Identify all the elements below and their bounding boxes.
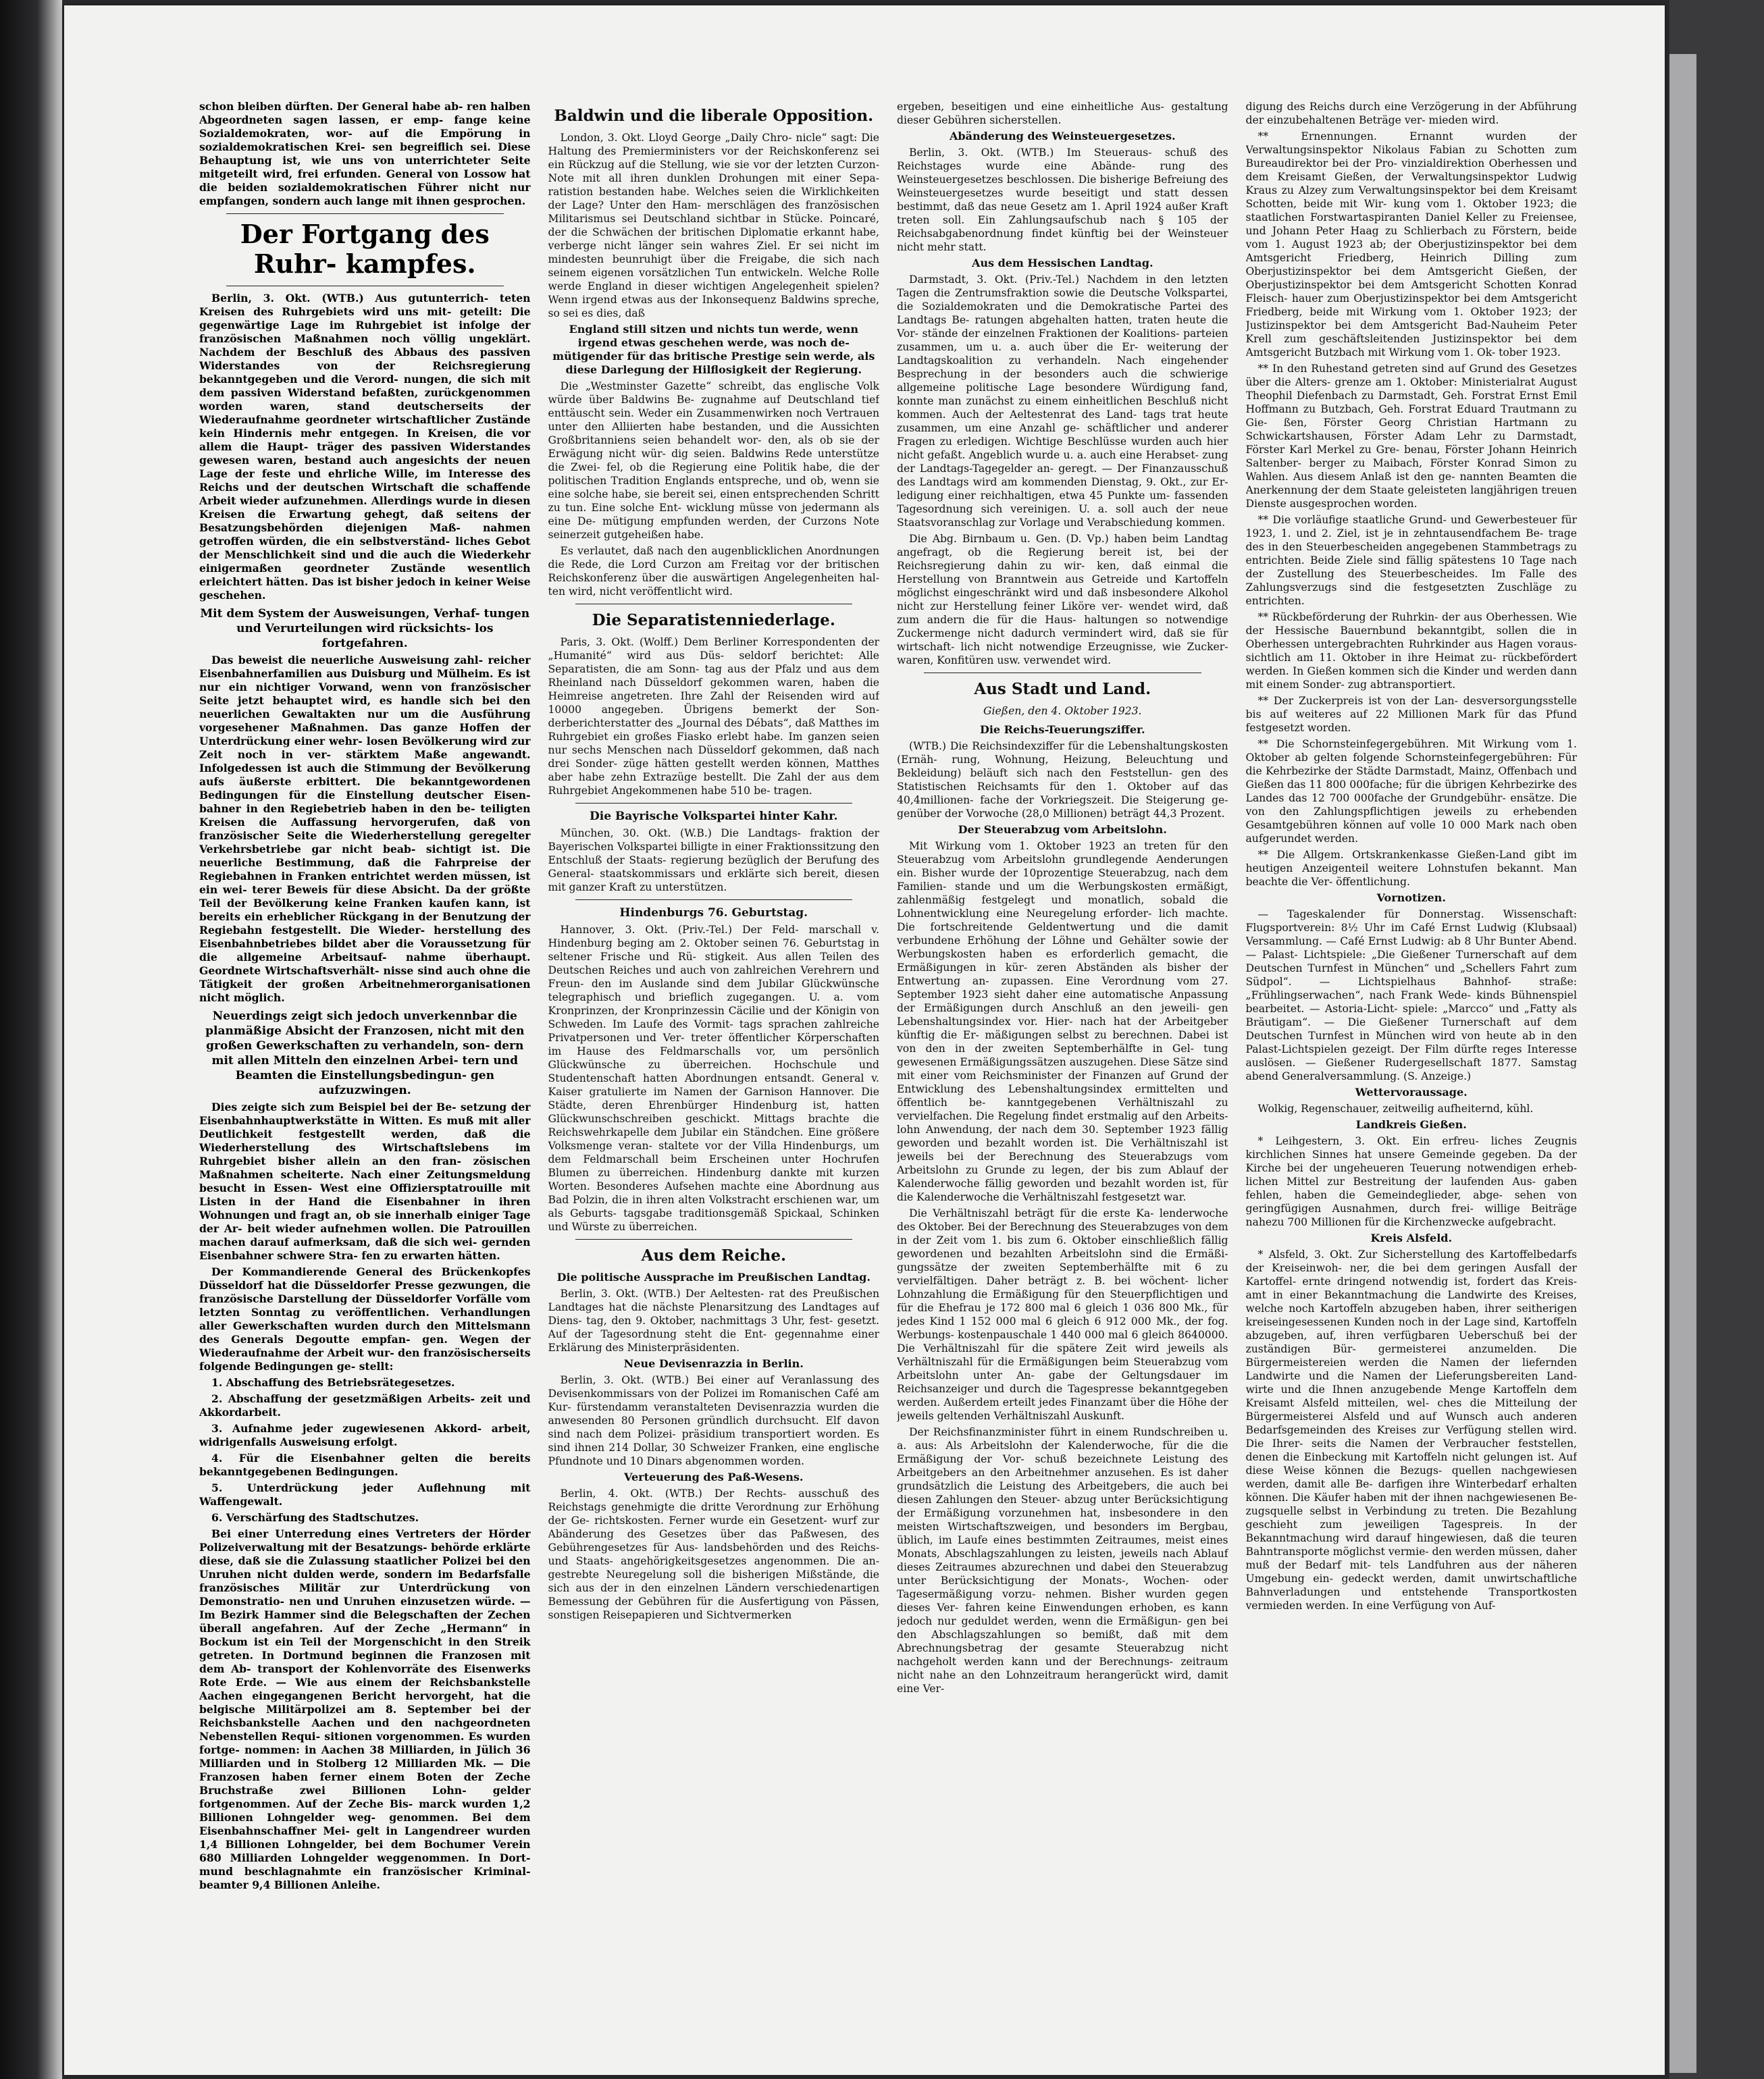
- paragraph: Mit Wirkung vom 1. Oktober 1923 an treten für den Steuerabzug vom Arbeitslohn grundlegende Aenderungen ein. Bisher wurde der 10prozentige Steuerabzug, nach dem Familien- stande und um die Werbungskosten ermäßigt, zahlenmäßig festgelegt und monatlich, sobald die Lohnentwicklung eine Neuregelung erforder- lich machte. Die fortschreitende Geldentwertung und die damit verbundene Erhöhung der Löhne und Gehälter sowie der Werbungskosten haben es erforderlich gemacht, die Ermäßigungen in kür- zeren Abständen als bisher der Entwertung an- zupassen. Eine Verordnung vom 27. September 1923 sieht daher eine automatische Anpassung der Ermäßigungen durch Anschluß an den jeweili- gen Lebenshaltungsindex vor. Hier- nach hat der Arbeitgeber künftig die Er- mäßigungen selbst zu berechnen. Dabei ist von den in der zweiten Septemberhälfte in Gel- tung gewesenen Ermäßigungssätzen auszugehen. Diese Sätze sind mit einer vom Reichsminister der Finanzen auf Grund der Entwicklung des Lebenshaltungsindex ermittelten und öffentlich be- kanntgegebenen Verhältniszahl zu vervielfachen. Die Regelung findet erstmalig auf den Arbeits- lohn Anwendung, der nach dem 30. September 1923 fällig geworden und bezahlt worden ist. Die Verhältniszahl ist jeweils bei der Berechnung des Steuerabzugs vom Arbeitslohn zu Grunde zu legen, der bis zum Ablauf der Kalenderwoche fällig geworden und bezahlt worden ist, für die Kalenderwoche die Verhältniszahl festgesetzt war.: [897, 840, 1228, 1203]
- paragraph: (WTB.) Die Reichsindexziffer für die Lebenshaltungskosten (Ernäh- rung, Wohnung, Heizung, Beleuchtung und Bekleidung) beläuft sich nach den Feststellun- gen des Statistischen Reichsamts für den 1. Oktober auf das 40,4millionen- fache der Vorkriegszeit. Die Steigerung ge- genüber der Vorwoche (28,0 Millionen) beträgt 44,3 Prozent.: [897, 740, 1228, 820]
- paragraph: Berlin, 3. Okt. (WTB.) Aus gutunterrich- teten Kreisen des Ruhrgebiets wird uns mit- geteilt: Die gegenwärtige Lage im Ruhrgebiet ist infolge der französischen Maßnahmen noch völlig ungeklärt. Nachdem der Beschluß des Abbaus des passiven Widerstandes von der Reichsregierung bekanntgegeben und die Verord- nungen, die sich mit dem passiven Widerstand befaßten, zurückgenommen worden waren, stand deutscherseits der Wiederaufnahme geordneter wirtschaftlicher Zustände kein Hindernis mehr entgegen. In Kreisen, die vor allem die Haupt- träger des passiven Widerstandes gewesen waren, bestand auch angesichts der neuen Lage der feste und ehrliche Wille, im Interesse des Reichs und der deutschen Wirtschaft die schaffende Arbeit wieder aufzunehmen. Allerdings wurde in diesen Kreisen die Erwartung gehegt, daß seitens der Besatzungsbehörden diejenigen Maß- nahmen getroffen würden, die ein selbstverständ- liches Gebot der Menschlichkeit sind und die auch die Wiederkehr einigermaßen geordneter Zustände wesentlich erleichtert hätten. Das ist bisher jedoch in keiner Weise geschehen.: [199, 292, 531, 602]
- condition-item: 1. Abschaffung des Betriebsrätegesetzes.: [211, 1376, 455, 1389]
- paragraph: Der Reichsfinanzminister führt in einem Rundschreiben u. a. aus: Als Arbeitslohn der Kalenderwoche, für die die Ermäßigung der Vor- schuß bezeichnete Leistung des Arbeitgebers an den Arbeitnehmer anzusehen. Es ist daher grundsätzlich die Leistung des Arbeitgebers, die auch bei diesen Zahlungen den Steuer- abzug unter Berücksichtigung der Ermäßigung vorzunehmen hat, insbesondere in den meisten Wirtschaftszweigen, und besonders im Bergbau, üblich, im Laufe eines bestimmten Zeitraumes, meist eines Monats, Abschlagszahlungen zu leisten, jeweils nach Ablauf dieses Zeitraumes abzurechnen und dabei den Steuerabzug unter Berücksichtigung der Monats-, Wochen- oder Tagesermäßigung vorzu- nehmen. Bisher wurden gegen dieses Ver- fahren keine Einwendungen erhoben, es kann jedoch nur geduldet werden, wenn die Ermäßigun- gen bei den Abschlagszahlungen so bemißt, daß mit dem Abrechnungsbetrag der gesamte Steuerabzug nicht nachgeholt werden kann und der Berechnungs- zeitraum nicht nahe an den Lohnzeitraum herangerückt wird, damit eine Ver-: [897, 1426, 1228, 1695]
- headline-hindenburg: Hindenburgs 76. Geburtstag.: [619, 906, 808, 920]
- headline-aus-dem-reiche: Aus dem Reiche.: [641, 1246, 786, 1265]
- divider: [575, 803, 853, 804]
- paragraph: München, 30. Okt. (W.B.) Die Landtags- fraktion der Bayerischen Volkspartei billigte in einer Fraktionssitzung den Entschluß der Staats- regierung bezüglich der Berufung des General- staatskommissars und erklärte sich bereit, diesen mit ganzer Kraft zu unterstützen.: [548, 827, 879, 893]
- paragraph: ergeben, beseitigen und eine einheitliche Aus- gestaltung dieser Gebühren sicherstellen.: [897, 101, 1228, 126]
- paragraph: ** In den Ruhestand getreten sind auf Grund des Gesetzes über die Alters- grenze am 1. Oktober: Ministerialrat August Theophil Diefenbach zu Darmstadt, Geh. Forstrat Ernst Emil Hoffmann zu Butzbach, Geh. Forstrat Eduard Trautmann zu Gie- ßen, Förster Georg Christian Hartmann zu Schwickartshausen, Förster Adam Lehr zu Darmstadt, Förster Karl Merkel zu Gre- benau, Förster Johann Heinrich Saltenber- berger zu Maibach, Förster Konrad Simon zu Wahlen. Aus diesem Anlaß ist den ge- nannten Beamten die Anerkennung der dem Staate geleisteten langjährigen treuen Dienste ausgesprochen worden.: [1245, 363, 1577, 510]
- subheading: Verteuerung des Paß-Wesens.: [624, 1471, 804, 1483]
- paragraph: ** Ernennungen. Ernannt wurden der Verwaltungsinspektor Nikolaus Fabian zu Schotten zum Bureaudirektor bei der Pro- vinzialdirektion Oberhessen und dem Kreisamt Gießen, der Verwaltungsinspektor Ludwig Kraus zu Alzey zum Verwaltungsinspektor bei dem Kreisamt Schotten, beide mit Wir- kung vom 1. Oktober 1923; die staatlichen Forstwartaspiranten Daniel Keller zu Freiensee, und Johann Peter Haag zu Schlierbach zu Förstern, beide vom 1. August 1923 ab; der Oberjustizinspektor bei dem Amtsgericht Friedberg, Heinrich Dilling zum Oberjustizinspektor bei dem Amtsgericht Gießen, der Oberjustizinspektor bei dem Amtsgericht Schotten Konrad Fleisch- hauer zum Oberjustizinspektor bei dem Amtsgericht Friedberg, beide mit Wirkung vom 1. Oktober 1923; der Justizinspektor bei dem Amtsgericht Bad-Nauheim Peter Krell zum geschäftsleitenden Justizinspektor bei dem Amtsgericht Butzbach mit Wirkung vom 1. Ok- tober 1923.: [1245, 130, 1577, 359]
- page-columns: [199, 100, 1577, 1964]
- condition-item: 2. Abschaffung der gesetzmäßigen Arbeits- zeit und Akkordarbeit.: [199, 1392, 531, 1419]
- condition-item: 5. Unterdrückung jeder Auflehnung mit Waffengewalt.: [199, 1481, 531, 1508]
- column-1: [199, 100, 531, 1964]
- paragraph: — Tageskalender für Donnerstag. Wissenschaft: Flugsportverein: 8½ Uhr im Café Ernst Ludwig (Klubsaal) Versammlung. — Café Ernst Ludwig: ab 8 Uhr Bunter Abend. — Palast- Lichtspiele: „Die Gießener Turnerschaft auf dem Deutschen Turnfest in München“ und „Schellers Fahrt zum Südpol“. — Lichtspielhaus Bahnhof- straße: „Frühlingserwachen“, nach Frank Wede- kinds Bühnenspiel bearbeitet. — Astoria-Licht- spiele: „Marcco“ und „Fatty als Bräutigam“. — Die Gießener Turnerschaft auf dem Deutschen Turnfest in München wird von heute ab in den Palast-Lichtspielen gezeigt. Der Film dürfte reges Interesse auslösen. — Gießener Rudergesellschaft 1877. Samstag abend Generalversammlung. (S. Anzeige.): [1245, 908, 1577, 1082]
- paragraph: Die Verhältniszahl beträgt für die erste Ka- lenderwoche des Oktober. Bei der Berechnung des Steuerabzuges von dem in der Zeit vom 1. bis zum 6. Oktober einschließlich fällig gewordenen und bezahlten Arbeitslohn sind die Ermäßi- gungssätze der zweiten Septemberhälfte mit 6 zu vervielfältigen. Daher beträgt z. B. bei wöchent- licher Lohnzahlung die Ermäßigung für den Steuerpflichtigen und für die Ehefrau je 172 800 mal 6 gleich 1 036 800 Mk., für jedes Kind 1 152 000 mal 6 gleich 6 912 000 Mk., der fog. Werbungs- kostenpauschale 1 440 000 mal 6 gleich 8640000. Die Verhältniszahl für die spätere Zeit wird jeweils als Verhältniszahl für die Ermäßigungen beim Steuerabzug vom Arbeitslohn unter An- gabe der Geltungsdauer im Reichsanzeiger und durch die Tagespresse bekanntgegeben werden. Außerdem erteilt jedes Finanzamt über die Höhe der jeweils geltenden Verhältniszahl Auskunft.: [897, 1207, 1228, 1422]
- paragraph: ** Der Zuckerpreis ist von der Lan- desversorgungsstelle bis auf weiteres auf 22 Millionen Mark für das Pfund festgesetzt worden.: [1245, 695, 1577, 734]
- paragraph: * Leihgestern, 3. Okt. Ein erfreu- liches Zeugnis kirchlichen Sinnes hat unsere Gemeinde gegeben. Da der Kirche bei der ungeheueren Teuerung notwendigen erheb- lichen Mittel zur Bestreitung der laufenden Aus- gaben fehlen, haben die Gemeindeglieder, abge- sehen von geringfügigen Ausnahmen, durch frei- willige Beiträge nahezu 700 Millionen für die Kirchenzwecke aufgebracht.: [1245, 1135, 1577, 1228]
- headline-separatisten: Die Separatistenniederlage.: [592, 611, 835, 629]
- column-2: [548, 100, 880, 1964]
- subheading-weather: Wettervoraussage.: [1355, 1086, 1468, 1099]
- paragraph: Dies zeigte sich zum Beispiel bei der Be- setzung der Eisenbahnhauptwerkstätte in Witten. Es muß mit aller Deutlichkeit festgestellt werden, daß die Wiederherstellung des Wirtschaftslebens im Ruhrgebiet bisher allein an den fran- zösischen Maßnahmen scheiterte. Nach einer Zeitungsmeldung besucht in Essen- West eine Offiziersptatrouille mit Listen in der Hand die Eisenbahner in ihren Wohnungen und fragt an, ob sie innerhalb einiger Tage der Ar- beit wieder aufnehmen wollen. Die Patrouillen machen darauf aufmerksam, daß die sich wei- gernden Eisenbahner schwere Stra- fen zu erwarten hätten.: [199, 1101, 531, 1262]
- paragraph: London, 3. Okt. Lloyd George „Daily Chro- nicle“ sagt: Die Haltung des Premierministers vor der Reichskonferenz sei ein Rückzug auf die Stellung, wie sie vor der letzten Curzon-Note mit all ihren dunklen Drohungen mit einer Sepa- ratistion bestanden habe. Welches seien die Wirklichkeiten der Lage? Unter den Ham- merschlägen des französischen Militarismus sei Deutschland sichtbar in Stücke. Poincaré, der die Schwächen der britischen Diplomatie erkannt habe, verberge nicht länger sein wahres Ziel. Er sei nicht im mindesten beunruhigt über die Freigabe, die sich nach seinem eigenen vorsätzlichen Tun entwickeln. Welche Rolle werde England in dieser wichtigen Angelegenheit spielen? Wenn irgend etwas aus der Inkonsequenz Baldwins spreche, so sei es dies, daß: [548, 132, 879, 319]
- paragraph: Bei einer Unterredung eines Vertreters der Hörder Polizeiverwaltung mit der Besatzungs- behörde erklärte diese, daß sie die Zulassung staatlicher Polizei bei den Unruhen nicht dulden werde, sondern im Bedarfsfalle französisches Militär zur Unterdrückung von Demonstratio- nen und Unruhen einzusetzen würde. — Im Bezirk Hammer sind die Belegschaften der Zechen überall angefahren. Auf der Zeche „Hermann“ in Bockum ist ein Teil der Morgenschicht in den Streik getreten. In Dortmund beginnen die Franzosen mit dem Ab- transport der Kohlenvorräte des Eisenwerks Rote Erde. — Wie aus einem der Reichsbankstelle Aachen eingegangenen Bericht hervorgeht, hat die belgische Militärpolizei am 8. September bei der Reichsbankstelle Aachen und den nachgeordneten Nebenstellen Requi- sitionen vorgenommen. Es wurden fortge- nommen: in Aachen 38 Milliarden, in Jülich 36 Milliarden und in Stolberg 12 Milliarden Mk. — Die Franzosen haben ferner einem Boten der Zeche Bruchstraße zwei Billionen Lohn- gelder fortgenommen. Auf der Zeche Bis- marck wurden 1,2 Billionen Lohngelder weg- genommen. Bei dem Eisenbahnschaffner Mei- gelt in Langendreer wurden 1,4 Billionen Lohngelder, bei dem Bochumer Verein 680 Milliarden Lohngelder weggenommen. In Dort- mund beschlagnahmte ein französischer Kriminal- beamter 9,4 Billionen Anleihe.: [199, 1527, 531, 1891]
- paragraph: Der Kommandierende General des Brückenkopfes Düsseldorf hat die Düsseldorfer Presse gezwungen, die französische Darstellung der Düsseldorfer Vorfälle vom letzten Sonntag zu veröffentlichen. Verhandlungen aller Gewerkschaften wurden durch den Mittelsmann des Generals Degoutte empfan- gen. Wegen der Wiederaufnahme der Arbeit wur- den französischerseits folgende Bedingungen ge- stellt:: [199, 1265, 531, 1373]
- dateline: Gießen, den 4. Oktober 1923.: [983, 705, 1142, 717]
- paragraph: Die Abg. Birnbaum u. Gen. (D. Vp.) haben beim Landtag angefragt, ob die Regierung bereit ist, bei der Reichsregierung dahin zu wir- ken, daß einmal die Herstellung von Branntwein aus Getreide und Kartoffeln möglichst eingeschränkt wird und daß insbesondere Alkohol nicht zur Herstellung feiner Liköre ver- wendet wird, daß zum andern die für die Haus- haltungen so notwendige Zuckermenge nicht dadurch vermindert wird, daß sie für wirtschaft- lich nicht notwendige Erzeugnisse, wie Zucker- waren, Konfitüren usw. verwendet wird.: [897, 533, 1228, 666]
- divider: [226, 213, 504, 214]
- subheading: Aus dem Hessischen Landtag.: [971, 257, 1153, 269]
- article-intro: schon bleiben dürften. Der General habe ab- ren halben Abgeordneten sagen lassen, er emp- fange keine Sozialdemokraten, wor- auf die Empörung in sozialdemokratischen Krei- sen begreiflich sei. Diese Behauptung ist, wie uns von unterrichteter Seite mitgeteilt wird, frei erfunden. General von Lossow hat die beiden sozialdemokratischen Führer nicht nur empfangen, sondern auch lange mit ihnen gesprochen.: [199, 100, 531, 207]
- subheading: Neuerdings zeigt sich jedoch unverkennbar die planmäßige Absicht der Franzosen, nicht mit den großen Gewerkschaften zu verhandeln, son- dern mit allen Mitteln den einzelnen Arbei- tern und Beamten die Einstellungsbedingun- gen aufzuzwingen.: [205, 1009, 525, 1097]
- column-3: [897, 100, 1228, 1964]
- paragraph: ** Die Schornsteinfegergebühren. Mit Wirkung vom 1. Oktober ab gelten folgende Schornsteinfegergebühren: Für die Kehrbezirke der Städte Darmstadt, Mainz, Offenbach und Gießen das 11 800 000fache; für die übrigen Kehrbezirke des Landes das 12 700 000fache der Grundgebühr- ensätze. Die von den Zahlungspflichtigen jeweils zu erhebenden Gesamtgebühren können auf volle 10 000 Mark nach oben aufgerundet werden.: [1245, 738, 1577, 845]
- paragraph: Berlin, 4. Okt. (WTB.) Der Rechts- ausschuß des Reichstags genehmigte die dritte Verordnung zur Erhöhung der Ge- richtskosten. Ferner wurde ein Gesetzent- wurf zur Abänderung des Gesetzes über das Paßwesen, des Gebührengesetzes für Aus- landsbehörden und des Reichs- und Staats- angehörigkeitsgesetzes angenommen. Die an- gestrebte Neuregelung soll die bisherigen Mißstände, die sich aus der in den einzelnen Ländern verschiedenartigen Bemessung der Gebühren für die Ausfertigung von Pässen, sonstigen Reisepapieren und Sichtvermerken: [548, 1488, 879, 1621]
- headline-stadt-und-land: Aus Stadt und Land.: [974, 680, 1151, 698]
- divider: [575, 1239, 853, 1240]
- paragraph: Wolkig, Regenschauer, zeitweilig aufheiternd, kühl.: [1257, 1103, 1534, 1115]
- headline-ruhrkampf: Der Fortgang des Ruhr- kampfes.: [240, 219, 490, 279]
- paragraph: ** Die Allgem. Ortskrankenkasse Gießen-Land gibt im heutigen Anzeigenteil weitere Lohnstufen bekannt. Man beachte die Ver- öffentlichung.: [1245, 849, 1577, 888]
- paragraph: Berlin, 3. Okt. (WTB.) Im Steueraus- schuß des Reichstages wurde eine Abände- rung des Weinsteuergesetzes beschlossen. Die bisherige Befreiung des Weinsteuergesetzes wurde beseitigt und statt dessen bestimmt, daß das neue Gesetz am 1. April 1924 außer Kraft treten soll. Ein Zahlungsaufschub nach § 105 der Reichsabgabenordnung findet künftig bei der Weinsteuer nicht mehr statt.: [897, 147, 1228, 253]
- subheading: Der Steuerabzug vom Arbeitslohn.: [958, 823, 1167, 836]
- condition-item: 6. Verschärfung des Stadtschutzes.: [211, 1511, 419, 1524]
- divider: [575, 899, 853, 900]
- headline-baldwin: Baldwin und die liberale Opposition.: [554, 107, 874, 125]
- condition-item: 3. Aufnahme jeder zugewiesenen Akkord- arbeit, widrigenfalls Ausweisung erfolgt.: [199, 1422, 531, 1448]
- paragraph: ** Die vorläufige staatliche Grund- und Gewerbesteuer für 1923, 1. und 2. Ziel, ist je in zehntausendfachem Be- trage des in den Steuerbescheiden angegebenen Stammbetrags zu entrichten. Beide Ziele sind fällig spätestens 10 Tage nach der Zustellung des Steuerbescheides. Im Falle des Zahlungsverzugs sind die festgesetzten Zuschläge zu entrichten.: [1245, 514, 1577, 607]
- book-page-edges: [1669, 0, 1764, 2079]
- column-1-text: [199, 100, 531, 1892]
- paragraph: Hannover, 3. Okt. (Priv.-Tel.) Der Feld- marschall v. Hindenburg beging am 2. Oktober seinen 76. Geburtstag in seltener Frische und Rü- stigkeit. Aus allen Teilen des Deutschen Reiches und auch von zahlreichen Verehrern und Freun- den im Auslande sind dem Jubilar Glückwünsche telegraphisch und brieflich zugegangen. U. a. vom Kronprinzen, der Kronprinzessin Cäcilie und der Königin von Schweden. Im Laufe des Vormit- tags sprachen zahlreiche Privatpersonen und Ver- treter öffentlicher Körperschaften im Hause des Feldmarschalls vor, um persönlich Glückwünsche zu überreichen. Hochschule und Studentenschaft hatten Abordnungen entsandt. General v. Kaiser gratulierte im Namen der Garnison Hannover. Die Städte, deren Ehrenbürger Hindenburg ist, hatten Glückwunschschreiben geschickt. Mittags brachte die Reichswehrkapelle dem Jubilar ein Ständchen. Eine größere Volksmenge veran- staltete vor der Villa Hindenburgs, um dem Feldmarschall beim Erscheinen unter Hochrufen Blumen zu überreichen. Hindenburg dankte mit kurzen Worten. Besonderes Aufsehen machte eine Abordnung aus Bad Polzin, die in ihren alten Volkstracht erschienen war, um als Geburts- tagsgabe traditionsgemäß Spickaal, Schinken und Würste zu überreichen.: [548, 924, 879, 1233]
- paragraph: Berlin, 3. Okt. (WTB.) Bei einer auf Veranlassung des Devisenkommissars von der Polizei im Romanischen Café am Kur- fürstendamm veranstalteten Devisenrazzia wurden die anwesenden 80 Personen gründlich durchsucht. Elf davon sind nach dem Polizei- präsidium transportiert worden. Es sind ihnen 214 Dollar, 30 Schweizer Franken, eine englische Pfundnote und 10 Dinars abgenommen worden.: [548, 1374, 879, 1467]
- binder-spine: [0, 0, 62, 2079]
- headline-volkspartei: Die Bayrische Volkspartei hinter Kahr.: [590, 810, 838, 823]
- subheading: Die Reichs-Teuerungsziffer.: [979, 723, 1145, 736]
- condition-item: 4. Für die Eisenbahner gelten die bereits bekanntgegebenen Bedingungen.: [199, 1452, 531, 1478]
- paragraph: Paris, 3. Okt. (Wolff.) Dem Berliner Korrespondenten der „Humanité“ wird aus Düs- seldorf berichtet: Alle Separatisten, die am Sonn- tag aus der Pfalz und aus dem Rheinland nach Düsseldorf gekommen waren, haben die Heimreise angetreten. Ihre Zahl der Reisenden wird auf 10000 angegeben. Übrigens bemerkt der Son- derberichterstatter des „Journal des Débats“, daß Matthes im Ruhrgebiet ein großes Fiasko erlebt habe. Im ganzen seien nur sechs Menschen nach Düsseldorf gekommen, daß nach drei Sonder- züge hätten gestellt werden können, Matthes aber habe zehn Extrazüge bestellt. Die Zahl der aus dem Ruhrgebiet Angekommenen habe 510 be- tragen.: [548, 636, 879, 797]
- subheading: Neue Devisenrazzia in Berlin.: [623, 1357, 804, 1370]
- paragraph: Die „Westminster Gazette“ schreibt, das englische Volk würde über Baldwins Be- zugnahme auf Deutschland tief enttäuscht sein. Weder ein Zusammenwirken noch Vertrauen unter den Alliierten habe bestanden, und die Aussichten Großbritanniens seien behandelt wor- den, als ob sie der Erwägung nicht wür- dig seien. Baldwins Rede unterstütze die Zwei- fel, ob die Regierung eine Politik habe, die der politischen Tradition Englands entspreche, und ob, wenn sie eine solche habe, sie bereit sei, einen entsprechenden Schritt zu tun. Eine solche Ent- wicklung müsse von jedermann als eine De- mütigung empfunden werden, der Curzons Note seinerzeit gutgeheißen habe.: [548, 380, 879, 541]
- subheading-vornotizen: Vornotizen.: [1376, 891, 1446, 904]
- newspaper-page: [64, 5, 1665, 2075]
- paragraph: Das beweist die neuerliche Ausweisung zahl- reicher Eisenbahnerfamilien aus Duisburg und Mülheim. Es ist nur ein nichtiger Vorwand, wenn von französischer Seite jetzt behauptet wird, es handle sich bei den neuerlichen Gewaltakten nur um die Ausführung vorgesehener Maßnahmen. Das ganze Hoffen der Unterdrückung einer wehr- losen Bevölkerung wird zur Zeit noch in ver- stärktem Maße angewandt. Infolgedessen ist auch die Stimmung der Bevölkerung aufs äußerste erbittert. Die bekanntgewordenen Bedingungen für die Einstellung deutscher Eisen- bahner in den Regiebetrieb haben in den be- teiligten Kreisen die Auffassung hervorgerufen, daß von französischer Seite die Wiederherstellung geregelter Verkehrsbetriebe gar nicht beab- sichtigt ist. Die neuerliche Bestimmung, daß die Fahrpreise der Regiebahnen in Franken entrichtet werden müssen, ist ein wei- terer Beweis für diese Absicht. Da der größte Teil der Bevölkerung keine Franken kaufen kann, ist bereits ein erheblicher Rückgang in der Benutzung der Regiebahn festgestellt. Die Wieder- herstellung des Eisenbahnbetriebes bildet aber die Voraussetzung für die allgemeine Arbeitsauf- nahme überhaupt. Geordnete Wirtschaftsverhält- nisse sind auch ohne die Tätigkeit der großen Arbeitnehmerorganisationen nicht möglich.: [199, 654, 531, 1004]
- paragraph: Darmstadt, 3. Okt. (Priv.-Tel.) Nachdem in den letzten Tagen die Zentrumsfraktion sowie die Deutsche Volkspartei, die Sozialdemokraten und die Demokratische Partei des Landtags Be- ratungen abgehalten hatten, traten heute die Vor- stände der einzelnen Fraktionen der Koalitions- parteien zusammen, um u. a. auch über die Er- weiterung der Landtagskoalition zu verhandeln. Nach eingehender Besprechung in der besonders auch die schwierige allgemeine politische Lage besondere Würdigung fand, konnte man zunächst zu einem einheitlichen Beschluß nicht kommen. Auch der Aeltestenrat des Land- tags trat heute zusammen, um eine Anzahl ge- schäftlicher und anderer Fragen zu erledigen. Wichtige Beschlüsse wurden auch hier nicht gefaßt. Angeblich wurde u. a. auch eine Herabset- zung der Landtags-Tagegelder an- geregt. — Der Finanzausschuß des Landtags wird am kommenden Dienstag, 9. Okt., zur Er- ledigung einer reichhaltigen, etwa 45 Punkte um- fassenden Tagesordnung sich vereinigen. U. a. soll auch der neue Staatsvoranschlag zur Vorlage und Verabschiedung kommen.: [897, 273, 1228, 529]
- paragraph: ** Rückbeförderung der Ruhrkin- der aus Oberhessen. Wie der Hessische Bauernbund bekanntgibt, sollen die in Oberhessen untergebrachten Ruhrkinder aus Hagen voraus- sichtlich am 11. Oktober in ihre Heimat zu- rückbefördert werden. In Gießen kommen sich die Kinder und werden dann mit einem Sonder- zug abtransportiert.: [1245, 611, 1577, 691]
- subheading-landkreis: Landkreis Gießen.: [1355, 1118, 1467, 1131]
- bold-passage: England still sitzen und nichts tun werde, wenn irgend etwas geschehen werde, was noch de- mütigender für das britische Prestige sein werde, als diese Darlegung der Hilflosigkeit der Regierung.: [552, 323, 875, 376]
- paragraph: Berlin, 3. Okt. (WTB.) Der Aeltesten- rat des Preußischen Landtages hat die nächste Plenarsitzung des Landtages auf Diens- tag, den 9. Oktober, nachmittags 3 Uhr, fest- gesetzt. Auf der Tagesordnung steht die Ent- gegennahme einer Erklärung des Ministerpräsidenten.: [548, 1288, 879, 1354]
- paragraph: digung des Reichs durch eine Verzögerung in der Abführung der einzubehaltenen Beträge ver- mieden wird.: [1245, 101, 1577, 126]
- subheading: Abänderung des Weinsteuergesetzes.: [949, 130, 1176, 142]
- column-4: [1246, 100, 1578, 1964]
- paragraph: * Alsfeld, 3. Okt. Zur Sicherstellung des Kartoffelbedarfs der Kreiseinwoh- ner, die bei dem geringen Ausfall der Kartoffel- ernte dringend notwendig ist, fordert das Kreis- amt in einer Bekanntmachung die Landwirte des Kreises, welche noch Kartoffeln abzugeben haben, ihrer seitherigen kreiseingesessenen Kunden noch in der Lage sind, Kartoffeln abzugeben, auf, ihren verfügbaren Ueberschuß bei der zuständigen Bür- germeisterei anzumelden. Die Bürgermeistereien werden die Namen der liefernden Landwirte und die Namen der Lieferungsbereiten Land- wirte und die Ihnen anzugebende Menge Kartoffeln dem Kreisamt Alsfeld mitteilen, wel- ches die Mitteilung der Bürgermeisterei Alsfeld und auf Wunsch auch anderen Bedarfsgemeinden des Kreises zur Verfügung stellen wird. Die Ihrer- seits die Namen der Verbraucher feststellen, denen die Einbeckung mit Kartoffeln nicht gelungen ist. Auf diese Weise können die Bezugs- quellen nachgewiesen werden, damit alle Be- darfigen ihre Winterbedarf erhalten können. Die Käufer haben mit der ihnen nachgewiesenen Be- zugsquelle selbst in Verbindung zu treten. Die Bezahlung geschieht zum jeweiligen Tagespreis. In der Bekanntmachung wird darauf hingewiesen, daß die teuren Bahntransporte möglichst vermie- den werden müssen, daher muß der Bedarf mit- tels Landfuhren aus der näheren Umgebung ein- gedeckt werden, damit unwirtschaftliche Bahnverladungen und entstehende Transportkosten vermieden werden. In eine Verfügung von Auf-: [1245, 1248, 1577, 1612]
- conditions-list: [199, 1376, 531, 1525]
- subheading: Mit dem System der Ausweisungen, Verhaf- tungen und Verurteilungen wird rücksichts- los fortgefahren.: [200, 607, 530, 650]
- paragraph: Es verlautet, daß nach den augenblicklichen Anordnungen die Rede, die Lord Curzon am Freitag vor der britischen Reichskonferenz über die auswärtigen Angelegenheiten hal- ten wird, nicht veröffentlicht wird.: [548, 545, 879, 598]
- subheading-kreis-alsfeld: Kreis Alsfeld.: [1370, 1232, 1453, 1244]
- subheading: Die politische Aussprache im Preußischen Landtag.: [556, 1271, 871, 1284]
